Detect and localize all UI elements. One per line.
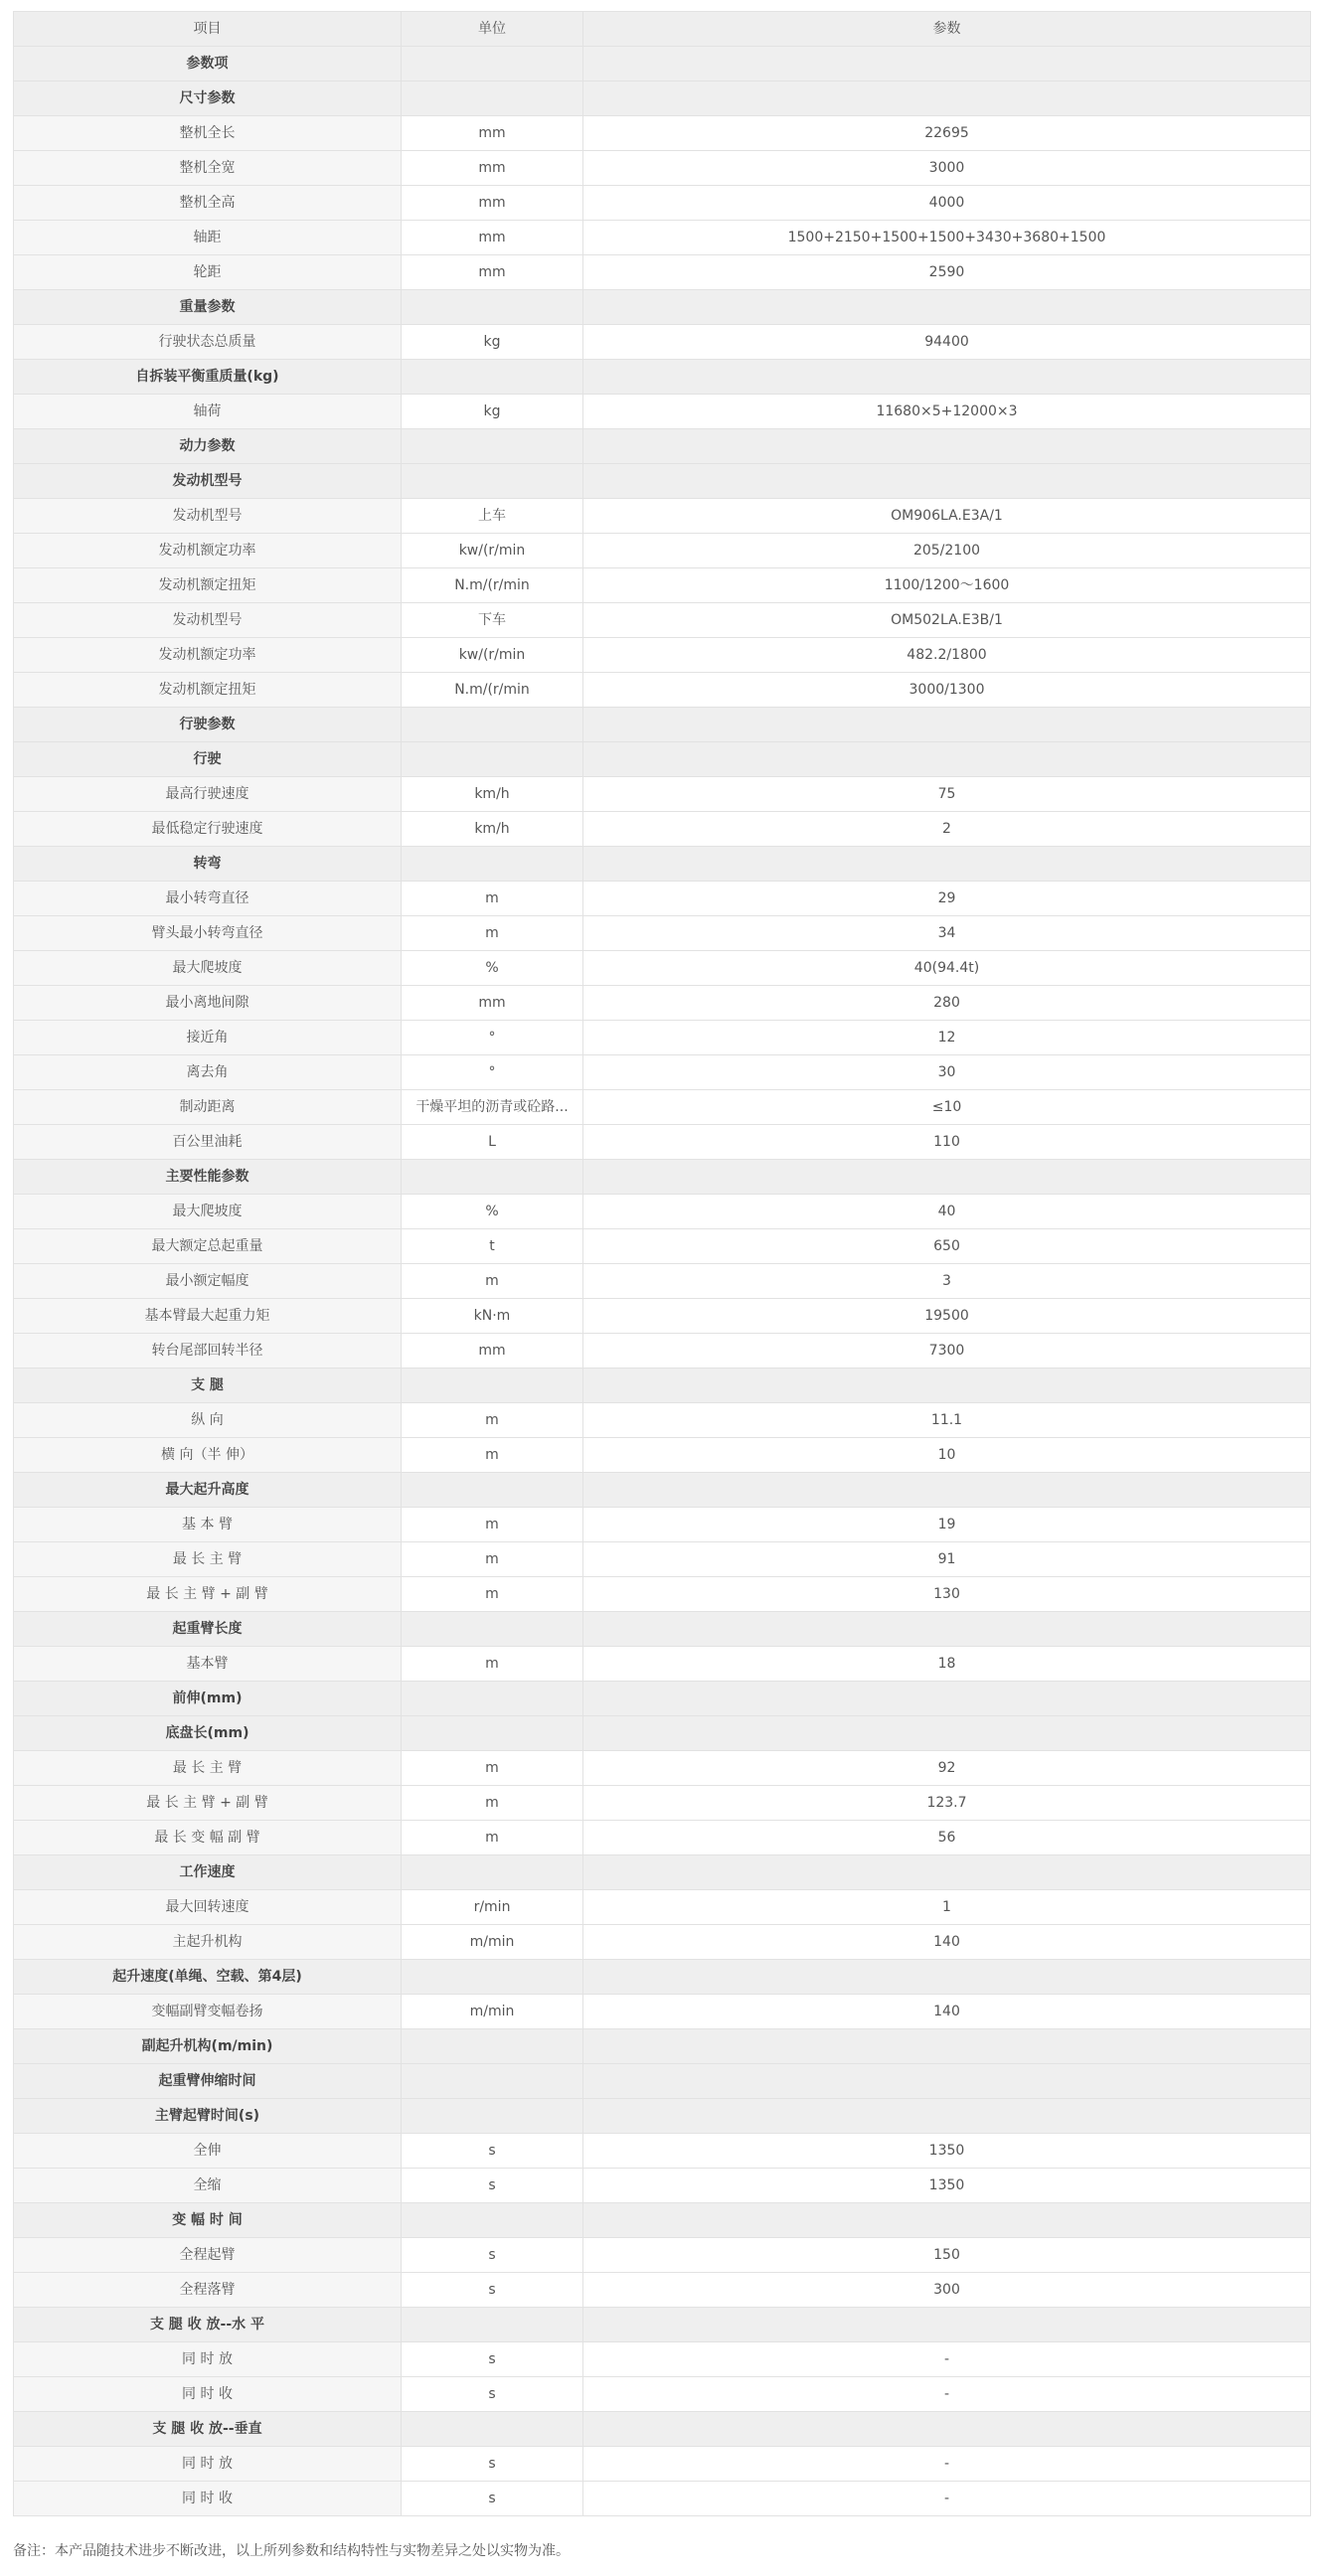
section-row bbox=[14, 1368, 1311, 1403]
section-unit-empty bbox=[402, 2099, 583, 2134]
row-label: 最 长 主 臂 bbox=[14, 1751, 402, 1786]
row-label: 横 向（半 伸） bbox=[14, 1438, 402, 1473]
row-label: 最 长 主 臂 bbox=[14, 1542, 402, 1577]
table-row bbox=[14, 882, 1311, 916]
section-value-empty bbox=[583, 1368, 1311, 1403]
row-label: 最小额定幅度 bbox=[14, 1264, 402, 1299]
row-unit: s bbox=[402, 2169, 583, 2203]
section-label: 前伸(mm) bbox=[14, 1682, 402, 1716]
row-unit: s bbox=[402, 2482, 583, 2516]
section-unit-empty bbox=[402, 2203, 583, 2238]
row-label: 轴荷 bbox=[14, 395, 402, 429]
table-row bbox=[14, 2447, 1311, 2482]
section-value-empty bbox=[583, 1855, 1311, 1890]
section-row bbox=[14, 1612, 1311, 1647]
row-unit: s bbox=[402, 2238, 583, 2273]
row-label: 制动距离 bbox=[14, 1090, 402, 1125]
section-label: 起升速度(单绳、空载、第4层) bbox=[14, 1960, 402, 1995]
row-value: 140 bbox=[583, 1995, 1311, 2029]
table-row bbox=[14, 116, 1311, 151]
section-unit-empty bbox=[402, 2412, 583, 2447]
row-value: - bbox=[583, 2342, 1311, 2377]
row-label: 臂头最小转弯直径 bbox=[14, 916, 402, 951]
table-row bbox=[14, 534, 1311, 568]
row-value: 650 bbox=[583, 1229, 1311, 1264]
row-label: 轮距 bbox=[14, 255, 402, 290]
row-unit: s bbox=[402, 2273, 583, 2308]
row-label: 发动机额定功率 bbox=[14, 534, 402, 568]
section-value-empty bbox=[583, 1682, 1311, 1716]
section-label: 最大起升高度 bbox=[14, 1473, 402, 1508]
section-label: 尺寸参数 bbox=[14, 81, 402, 116]
section-label: 转弯 bbox=[14, 847, 402, 882]
section-row bbox=[14, 2099, 1311, 2134]
table-row bbox=[14, 325, 1311, 360]
table-row bbox=[14, 1264, 1311, 1299]
table-row bbox=[14, 2482, 1311, 2516]
row-unit: mm bbox=[402, 151, 583, 186]
section-row bbox=[14, 1960, 1311, 1995]
row-label: 全缩 bbox=[14, 2169, 402, 2203]
row-label: 离去角 bbox=[14, 1055, 402, 1090]
row-value: - bbox=[583, 2482, 1311, 2516]
section-value-empty bbox=[583, 1612, 1311, 1647]
row-label: 同 时 放 bbox=[14, 2342, 402, 2377]
row-label: 整机全长 bbox=[14, 116, 402, 151]
section-unit-empty bbox=[402, 1473, 583, 1508]
section-row bbox=[14, 429, 1311, 464]
section-unit-empty bbox=[402, 81, 583, 116]
section-value-empty bbox=[583, 1160, 1311, 1195]
section-label: 重量参数 bbox=[14, 290, 402, 325]
section-value-empty bbox=[583, 429, 1311, 464]
row-label: 最低稳定行驶速度 bbox=[14, 812, 402, 847]
table-row bbox=[14, 1090, 1311, 1125]
row-value: 280 bbox=[583, 986, 1311, 1021]
section-label: 底盘长(mm) bbox=[14, 1716, 402, 1751]
section-value-empty bbox=[583, 1473, 1311, 1508]
section-row bbox=[14, 2203, 1311, 2238]
table-row bbox=[14, 1195, 1311, 1229]
row-value: ≤10 bbox=[583, 1090, 1311, 1125]
table-row bbox=[14, 2134, 1311, 2169]
section-row bbox=[14, 1855, 1311, 1890]
section-unit-empty bbox=[402, 1682, 583, 1716]
row-unit: m bbox=[402, 916, 583, 951]
section-label: 支 腿 收 放--水 平 bbox=[14, 2308, 402, 2342]
row-label: 接近角 bbox=[14, 1021, 402, 1055]
row-unit: m/min bbox=[402, 1925, 583, 1960]
row-label: 全伸 bbox=[14, 2134, 402, 2169]
row-unit: r/min bbox=[402, 1890, 583, 1925]
row-value: - bbox=[583, 2447, 1311, 2482]
row-label: 发动机型号 bbox=[14, 603, 402, 638]
row-value: 56 bbox=[583, 1821, 1311, 1855]
row-label: 发动机额定扭矩 bbox=[14, 568, 402, 603]
table-row bbox=[14, 638, 1311, 673]
section-row bbox=[14, 47, 1311, 81]
row-unit: ° bbox=[402, 1055, 583, 1090]
row-unit: m bbox=[402, 1647, 583, 1682]
row-unit: N.m/(r/min bbox=[402, 568, 583, 603]
row-value: 19500 bbox=[583, 1299, 1311, 1334]
section-unit-empty bbox=[402, 47, 583, 81]
row-value: 34 bbox=[583, 916, 1311, 951]
row-label: 发动机额定功率 bbox=[14, 638, 402, 673]
section-label: 变 幅 时 间 bbox=[14, 2203, 402, 2238]
table-row bbox=[14, 1021, 1311, 1055]
row-unit: s bbox=[402, 2342, 583, 2377]
row-value: 123.7 bbox=[583, 1786, 1311, 1821]
row-value: 30 bbox=[583, 1055, 1311, 1090]
row-value: 1100/1200～1600 bbox=[583, 568, 1311, 603]
row-label: 发动机型号 bbox=[14, 499, 402, 534]
row-unit: s bbox=[402, 2377, 583, 2412]
table-row bbox=[14, 916, 1311, 951]
table-row bbox=[14, 1229, 1311, 1264]
row-label: 最 长 变 幅 副 臂 bbox=[14, 1821, 402, 1855]
section-value-empty bbox=[583, 2099, 1311, 2134]
row-value: 40 bbox=[583, 1195, 1311, 1229]
row-value: 91 bbox=[583, 1542, 1311, 1577]
row-value: 1350 bbox=[583, 2134, 1311, 2169]
row-unit: s bbox=[402, 2447, 583, 2482]
section-label: 行驶参数 bbox=[14, 708, 402, 742]
row-unit: 上车 bbox=[402, 499, 583, 534]
row-unit: ° bbox=[402, 1021, 583, 1055]
row-unit: kg bbox=[402, 395, 583, 429]
row-unit: m bbox=[402, 882, 583, 916]
row-value: - bbox=[583, 2377, 1311, 2412]
section-value-empty bbox=[583, 1716, 1311, 1751]
row-label: 基 本 臂 bbox=[14, 1508, 402, 1542]
row-label: 最高行驶速度 bbox=[14, 777, 402, 812]
section-value-empty bbox=[583, 2064, 1311, 2099]
row-value: 29 bbox=[583, 882, 1311, 916]
table-row bbox=[14, 673, 1311, 708]
section-unit-empty bbox=[402, 2029, 583, 2064]
row-unit: 下车 bbox=[402, 603, 583, 638]
row-unit: L bbox=[402, 1125, 583, 1160]
section-value-empty bbox=[583, 708, 1311, 742]
section-value-empty bbox=[583, 464, 1311, 499]
section-unit-empty bbox=[402, 708, 583, 742]
section-unit-empty bbox=[402, 847, 583, 882]
section-value-empty bbox=[583, 290, 1311, 325]
section-row bbox=[14, 464, 1311, 499]
row-value: 10 bbox=[583, 1438, 1311, 1473]
row-value: 205/2100 bbox=[583, 534, 1311, 568]
table-row bbox=[14, 1403, 1311, 1438]
row-label: 最 长 主 臂 + 副 臂 bbox=[14, 1577, 402, 1612]
row-label: 最大爬坡度 bbox=[14, 1195, 402, 1229]
table-row bbox=[14, 2273, 1311, 2308]
section-value-empty bbox=[583, 47, 1311, 81]
row-value: 2 bbox=[583, 812, 1311, 847]
section-label: 自拆装平衡重质量(kg) bbox=[14, 360, 402, 395]
section-row bbox=[14, 2064, 1311, 2099]
row-label: 发动机额定扭矩 bbox=[14, 673, 402, 708]
row-label: 整机全宽 bbox=[14, 151, 402, 186]
row-label: 整机全高 bbox=[14, 186, 402, 221]
row-value: 1350 bbox=[583, 2169, 1311, 2203]
table-row bbox=[14, 1577, 1311, 1612]
section-label: 支 腿 bbox=[14, 1368, 402, 1403]
row-label: 基本臂 bbox=[14, 1647, 402, 1682]
row-unit: kw/(r/min bbox=[402, 638, 583, 673]
row-label: 主起升机构 bbox=[14, 1925, 402, 1960]
section-unit-empty bbox=[402, 1855, 583, 1890]
section-label: 支 腿 收 放--垂直 bbox=[14, 2412, 402, 2447]
section-row bbox=[14, 708, 1311, 742]
row-value: 1 bbox=[583, 1890, 1311, 1925]
section-unit-empty bbox=[402, 429, 583, 464]
row-unit: m bbox=[402, 1438, 583, 1473]
section-label: 动力参数 bbox=[14, 429, 402, 464]
section-value-empty bbox=[583, 847, 1311, 882]
row-label: 最 长 主 臂 + 副 臂 bbox=[14, 1786, 402, 1821]
row-unit: m/min bbox=[402, 1995, 583, 2029]
row-unit: km/h bbox=[402, 812, 583, 847]
row-label: 最大回转速度 bbox=[14, 1890, 402, 1925]
table-row bbox=[14, 603, 1311, 638]
section-row bbox=[14, 1473, 1311, 1508]
section-label: 起重臂伸缩时间 bbox=[14, 2064, 402, 2099]
row-value: OM906LA.E3A/1 bbox=[583, 499, 1311, 534]
section-row bbox=[14, 1716, 1311, 1751]
section-unit-empty bbox=[402, 1716, 583, 1751]
section-unit-empty bbox=[402, 464, 583, 499]
table-row bbox=[14, 1786, 1311, 1821]
section-label: 副起升机构(m/min) bbox=[14, 2029, 402, 2064]
row-value: 7300 bbox=[583, 1334, 1311, 1368]
table-row bbox=[14, 499, 1311, 534]
table-row bbox=[14, 1299, 1311, 1334]
row-value: 18 bbox=[583, 1647, 1311, 1682]
row-unit: mm bbox=[402, 186, 583, 221]
section-value-empty bbox=[583, 2412, 1311, 2447]
section-row bbox=[14, 360, 1311, 395]
table-row bbox=[14, 1055, 1311, 1090]
table-row bbox=[14, 2169, 1311, 2203]
row-label: 纵 向 bbox=[14, 1403, 402, 1438]
table-body bbox=[14, 47, 1311, 2516]
row-label: 最小转弯直径 bbox=[14, 882, 402, 916]
section-row bbox=[14, 290, 1311, 325]
row-value: 140 bbox=[583, 1925, 1311, 1960]
row-label: 全程落臂 bbox=[14, 2273, 402, 2308]
row-unit: kw/(r/min bbox=[402, 534, 583, 568]
section-unit-empty bbox=[402, 1612, 583, 1647]
section-value-empty bbox=[583, 360, 1311, 395]
row-unit: N.m/(r/min bbox=[402, 673, 583, 708]
section-unit-empty bbox=[402, 742, 583, 777]
section-row bbox=[14, 847, 1311, 882]
table-header-row bbox=[14, 12, 1311, 47]
row-label: 最大爬坡度 bbox=[14, 951, 402, 986]
row-value: OM502LA.E3B/1 bbox=[583, 603, 1311, 638]
row-unit: m bbox=[402, 1403, 583, 1438]
row-value: 3000/1300 bbox=[583, 673, 1311, 708]
section-row bbox=[14, 742, 1311, 777]
row-value: 4000 bbox=[583, 186, 1311, 221]
row-label: 最大额定总起重量 bbox=[14, 1229, 402, 1264]
table-row bbox=[14, 1821, 1311, 1855]
table-row bbox=[14, 777, 1311, 812]
row-value: 130 bbox=[583, 1577, 1311, 1612]
section-row bbox=[14, 2412, 1311, 2447]
row-label: 同 时 收 bbox=[14, 2482, 402, 2516]
section-value-empty bbox=[583, 2203, 1311, 2238]
row-unit: m bbox=[402, 1751, 583, 1786]
header-unit: 单位 bbox=[402, 12, 583, 47]
section-unit-empty bbox=[402, 1368, 583, 1403]
section-row bbox=[14, 81, 1311, 116]
section-value-empty bbox=[583, 81, 1311, 116]
table-row bbox=[14, 1334, 1311, 1368]
table-row bbox=[14, 2377, 1311, 2412]
table-row bbox=[14, 1438, 1311, 1473]
row-label: 基本臂最大起重力矩 bbox=[14, 1299, 402, 1334]
section-row bbox=[14, 1160, 1311, 1195]
table-row bbox=[14, 2342, 1311, 2377]
table-row bbox=[14, 986, 1311, 1021]
row-label: 最小离地间隙 bbox=[14, 986, 402, 1021]
row-unit: t bbox=[402, 1229, 583, 1264]
row-unit: s bbox=[402, 2134, 583, 2169]
header-item: 项目 bbox=[14, 12, 402, 47]
table-row bbox=[14, 1751, 1311, 1786]
spec-table bbox=[13, 11, 1311, 2516]
row-value: 150 bbox=[583, 2238, 1311, 2273]
table-row bbox=[14, 395, 1311, 429]
row-unit: m bbox=[402, 1577, 583, 1612]
row-value: 11680×5+12000×3 bbox=[583, 395, 1311, 429]
section-row bbox=[14, 2308, 1311, 2342]
row-label: 行驶状态总质量 bbox=[14, 325, 402, 360]
table-row bbox=[14, 1925, 1311, 1960]
row-label: 百公里油耗 bbox=[14, 1125, 402, 1160]
section-label: 参数项 bbox=[14, 47, 402, 81]
section-label: 行驶 bbox=[14, 742, 402, 777]
section-unit-empty bbox=[402, 2064, 583, 2099]
section-row bbox=[14, 1682, 1311, 1716]
row-value: 75 bbox=[583, 777, 1311, 812]
table-row bbox=[14, 951, 1311, 986]
table-row bbox=[14, 1647, 1311, 1682]
table-row bbox=[14, 568, 1311, 603]
row-unit: m bbox=[402, 1264, 583, 1299]
row-unit: m bbox=[402, 1542, 583, 1577]
row-label: 同 时 收 bbox=[14, 2377, 402, 2412]
table-row bbox=[14, 1995, 1311, 2029]
section-unit-empty bbox=[402, 2308, 583, 2342]
row-value: 110 bbox=[583, 1125, 1311, 1160]
row-unit: % bbox=[402, 951, 583, 986]
table-row bbox=[14, 2238, 1311, 2273]
table-row bbox=[14, 1890, 1311, 1925]
row-value: 22695 bbox=[583, 116, 1311, 151]
row-label: 轴距 bbox=[14, 221, 402, 255]
row-unit: kg bbox=[402, 325, 583, 360]
section-value-empty bbox=[583, 742, 1311, 777]
row-unit: m bbox=[402, 1786, 583, 1821]
row-value: 2590 bbox=[583, 255, 1311, 290]
section-value-empty bbox=[583, 2308, 1311, 2342]
row-value: 94400 bbox=[583, 325, 1311, 360]
section-value-empty bbox=[583, 1960, 1311, 1995]
row-value: 40(94.4t) bbox=[583, 951, 1311, 986]
section-label: 主要性能参数 bbox=[14, 1160, 402, 1195]
section-value-empty bbox=[583, 2029, 1311, 2064]
row-value: 12 bbox=[583, 1021, 1311, 1055]
row-unit: mm bbox=[402, 255, 583, 290]
section-label: 工作速度 bbox=[14, 1855, 402, 1890]
row-unit: mm bbox=[402, 986, 583, 1021]
row-label: 转台尾部回转半径 bbox=[14, 1334, 402, 1368]
table-row bbox=[14, 812, 1311, 847]
row-unit: kN·m bbox=[402, 1299, 583, 1334]
row-unit: m bbox=[402, 1821, 583, 1855]
section-unit-empty bbox=[402, 360, 583, 395]
section-row bbox=[14, 2029, 1311, 2064]
row-value: 11.1 bbox=[583, 1403, 1311, 1438]
row-unit: mm bbox=[402, 1334, 583, 1368]
row-label: 同 时 放 bbox=[14, 2447, 402, 2482]
row-value: 1500+2150+1500+1500+3430+3680+1500 bbox=[583, 221, 1311, 255]
table-row bbox=[14, 1125, 1311, 1160]
row-value: 19 bbox=[583, 1508, 1311, 1542]
row-label: 变幅副臂变幅卷扬 bbox=[14, 1995, 402, 2029]
row-value: 92 bbox=[583, 1751, 1311, 1786]
section-label: 起重臂长度 bbox=[14, 1612, 402, 1647]
table-row bbox=[14, 255, 1311, 290]
section-unit-empty bbox=[402, 1160, 583, 1195]
row-unit: mm bbox=[402, 221, 583, 255]
row-unit: mm bbox=[402, 116, 583, 151]
row-value: 3000 bbox=[583, 151, 1311, 186]
row-unit: % bbox=[402, 1195, 583, 1229]
row-value: 3 bbox=[583, 1264, 1311, 1299]
row-value: 482.2/1800 bbox=[583, 638, 1311, 673]
row-unit: m bbox=[402, 1508, 583, 1542]
header-param: 参数 bbox=[583, 12, 1311, 47]
section-label: 主臂起臂时间(s) bbox=[14, 2099, 402, 2134]
table-row bbox=[14, 1508, 1311, 1542]
table-row bbox=[14, 221, 1311, 255]
row-label: 全程起臂 bbox=[14, 2238, 402, 2273]
section-unit-empty bbox=[402, 1960, 583, 1995]
row-unit: 干燥平坦的沥青或砼路... bbox=[402, 1090, 583, 1125]
section-label: 发动机型号 bbox=[14, 464, 402, 499]
table-row bbox=[14, 186, 1311, 221]
table-row bbox=[14, 1542, 1311, 1577]
section-unit-empty bbox=[402, 290, 583, 325]
row-value: 300 bbox=[583, 2273, 1311, 2308]
table-row bbox=[14, 151, 1311, 186]
row-unit: km/h bbox=[402, 777, 583, 812]
footnote: 备注：本产品随技术进步不断改进，以上所列参数和结构特性与实物差异之处以实物为准。 bbox=[13, 2543, 570, 2559]
